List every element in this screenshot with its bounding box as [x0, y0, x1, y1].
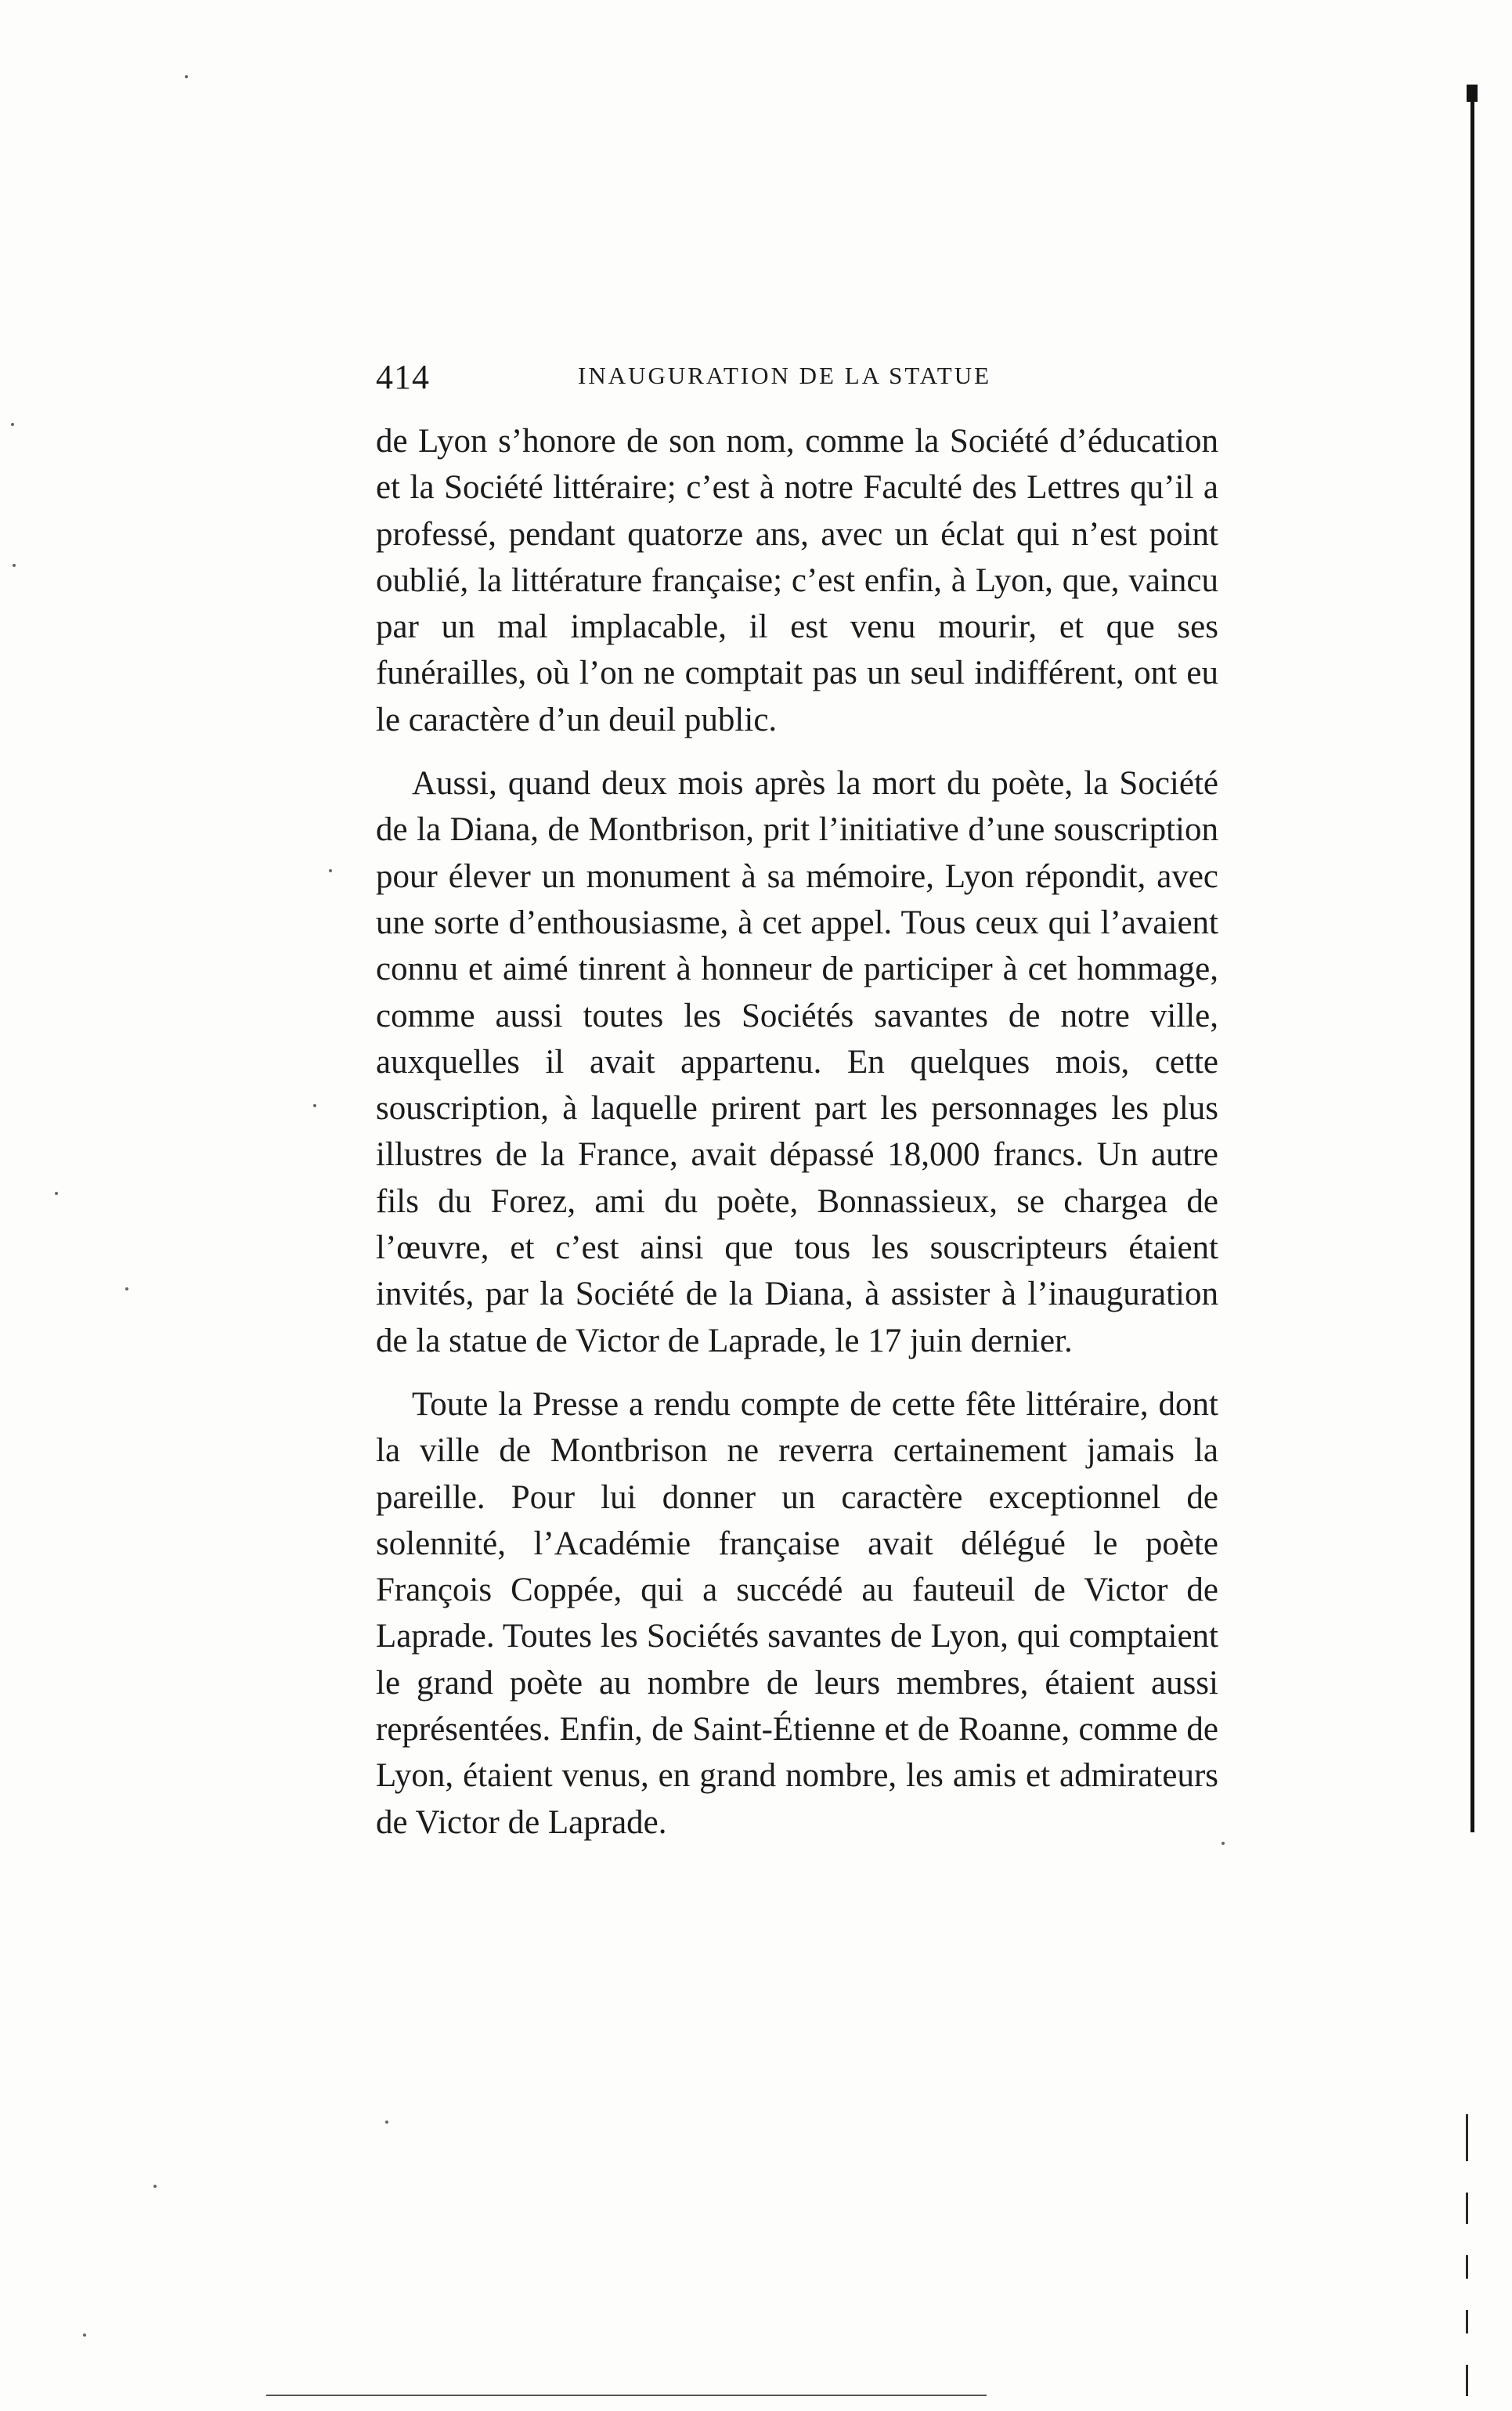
body-text	[376, 418, 1218, 1846]
binding-dash	[1466, 2365, 1468, 2396]
paragraph-1: de Lyon s’honore de son nom, comme la Société d’éducation et la Société littéraire; c’est à notre Faculté des Lettres qu’il a professé, pendant quatorze ans, avec un éclat qui n’est point oublié, la littérature française; c’est enfin, à Lyon, que, vaincu par un mal implacable, il est venu mourir, et que ses funérailles, où l’on ne comptait pas un seul indifférent, ont eu le caractère d’un deuil public.	[376, 423, 1218, 738]
page-header	[376, 352, 1222, 399]
scan-speck	[313, 1104, 316, 1107]
page-number: 414	[376, 358, 430, 396]
binding-dash	[1466, 2255, 1468, 2279]
scan-speck	[13, 564, 16, 567]
scan-speck	[11, 423, 14, 426]
scan-speck	[125, 1287, 128, 1290]
binding-dash	[1466, 2114, 1468, 2161]
scan-speck	[385, 2120, 388, 2124]
paragraph-3: Toute la Presse a rendu compte de cette fête littéraire, dont la ville de Montbrison ne reverra certainement jamais la pareille. Pour lui donner un caractère exceptionnel de solennité, l’Académie française avait délégué le poète François Coppée, qui a succédé au fauteuil de Victor de Laprade. Toutes les Sociétés savantes de Lyon, qui comptaient le grand poète au nombre de leurs membres, étaient aussi représentées. Enfin, de Saint-Étienne et de Roanne, comme de Lyon, étaient venus, en grand nombre, les amis et admirateurs de Victor de Laprade.	[376, 1385, 1218, 1841]
scan-speck	[153, 2185, 157, 2188]
binding-edge-line	[1471, 86, 1474, 1832]
running-title: INAUGURATION DE LA STATUE	[578, 362, 992, 389]
scan-speck	[185, 75, 188, 78]
scan-speck	[83, 2333, 86, 2337]
scan-speck	[329, 869, 332, 872]
scan-speck	[55, 1192, 58, 1195]
footer-rule	[266, 2395, 987, 2396]
paragraph-2: Aussi, quand deux mois après la mort du poète, la Société de la Diana, de Montbrison, prit l’initiative d’une souscription pour élever un monument à sa mémoire, Lyon répondit, avec une sorte d’enthousiasme, à cet appel. Tous ceux qui l’avaient connu et aimé tinrent à honneur de participer à cet hommage, comme aussi toutes les Sociétés savantes de notre ville, auxquelles il avait appartenu. En quelques mois, cette souscription, à laquelle prirent part les personnages les plus illustres de la France, avait dépassé 18,000 francs. Un autre fils du Forez, ami du poète, Bonnassieux, se chargea de l’œuvre, et c’est ainsi que tous les souscripteurs étaient invités, par la Société de la Diana, à assister à l’inauguration de la statue de Victor de Laprade, le 17 juin dernier.	[376, 765, 1218, 1359]
binding-dash	[1466, 2310, 1468, 2333]
binding-dash	[1466, 2193, 1468, 2224]
scan-speck	[1222, 1842, 1225, 1845]
